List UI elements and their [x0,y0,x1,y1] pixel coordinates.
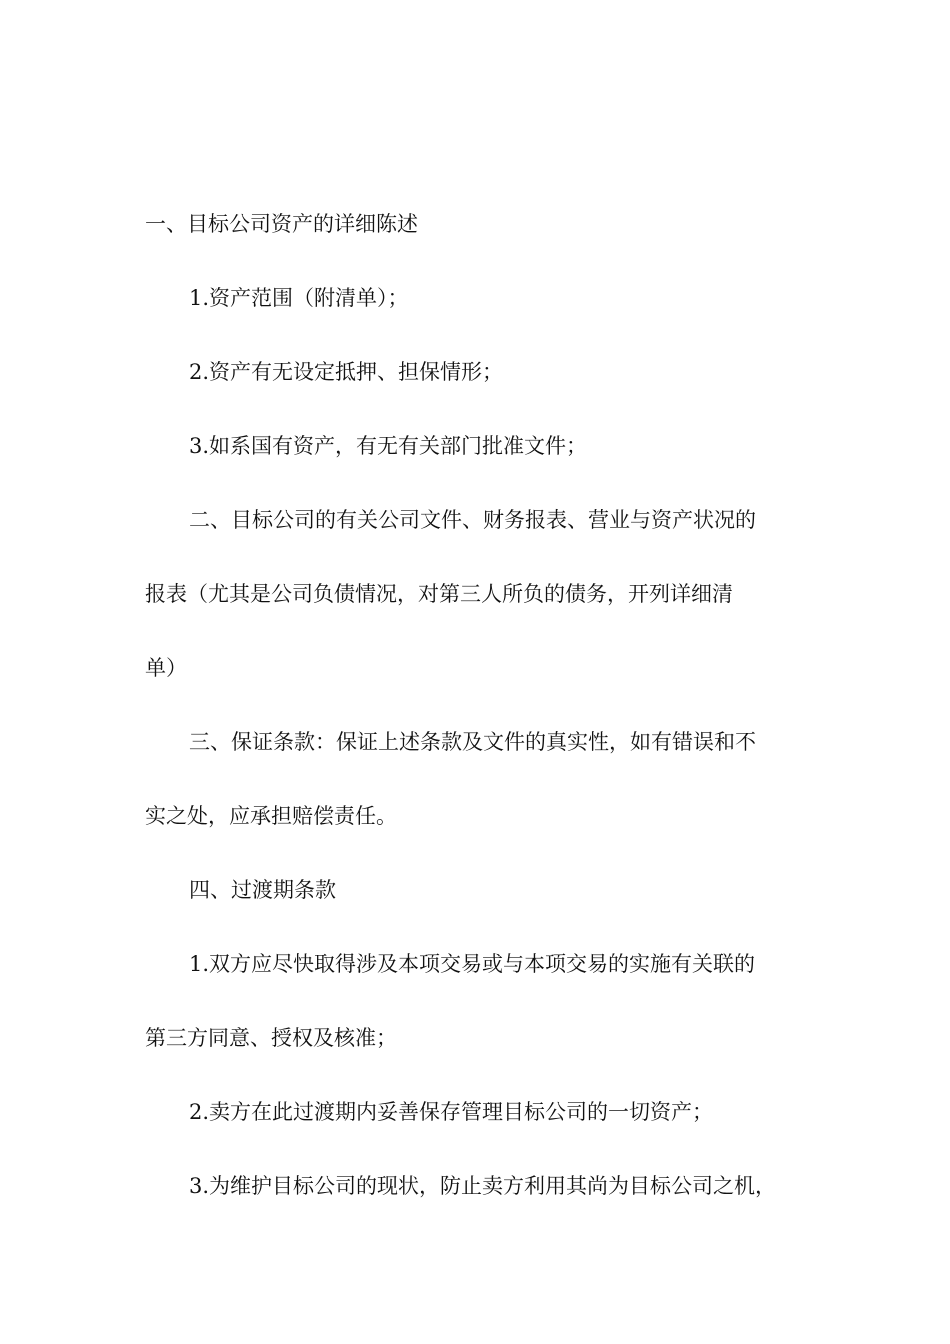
section-heading-warranty: 三、保证条款：保证上述条款及文件的真实性，如有错误和不 [189,730,756,754]
document-body [145,206,805,1242]
paragraph-line-company-documents-3: 单） [145,656,187,680]
clause-asset-mortgage: 2.资产有无设定抵押、担保情形； [189,360,504,384]
section-heading-company-documents: 二、目标公司的有关公司文件、财务报表、营业与资产状况的 [189,508,756,532]
paragraph-line-third-party-consent-2: 第三方同意、授权及核准； [145,1026,397,1050]
paragraph-line-warranty-2: 实之处，应承担赔偿责任。 [145,804,397,828]
paragraph-line-company-documents-2: 报表（尤其是公司负债情况，对第三人所负的债务，开列详细清 [145,582,733,606]
clause-third-party-consent: 1.双方应尽快取得涉及本项交易或与本项交易的实施有关联的 [189,952,756,976]
clause-maintain-status: 3.为维护目标公司的现状，防止卖方利用其尚为目标公司之机， [189,1174,777,1198]
clause-state-owned-approval: 3.如系国有资产，有无有关部门批准文件； [189,434,588,458]
clause-asset-custody: 2.卖方在此过渡期内妥善保存管理目标公司的一切资产； [189,1100,714,1124]
clause-asset-scope: 1.资产范围（附清单）； [189,286,409,310]
section-heading-assets: 一、目标公司资产的详细陈述 [145,212,418,236]
section-heading-transition: 四、过渡期条款 [189,878,336,902]
